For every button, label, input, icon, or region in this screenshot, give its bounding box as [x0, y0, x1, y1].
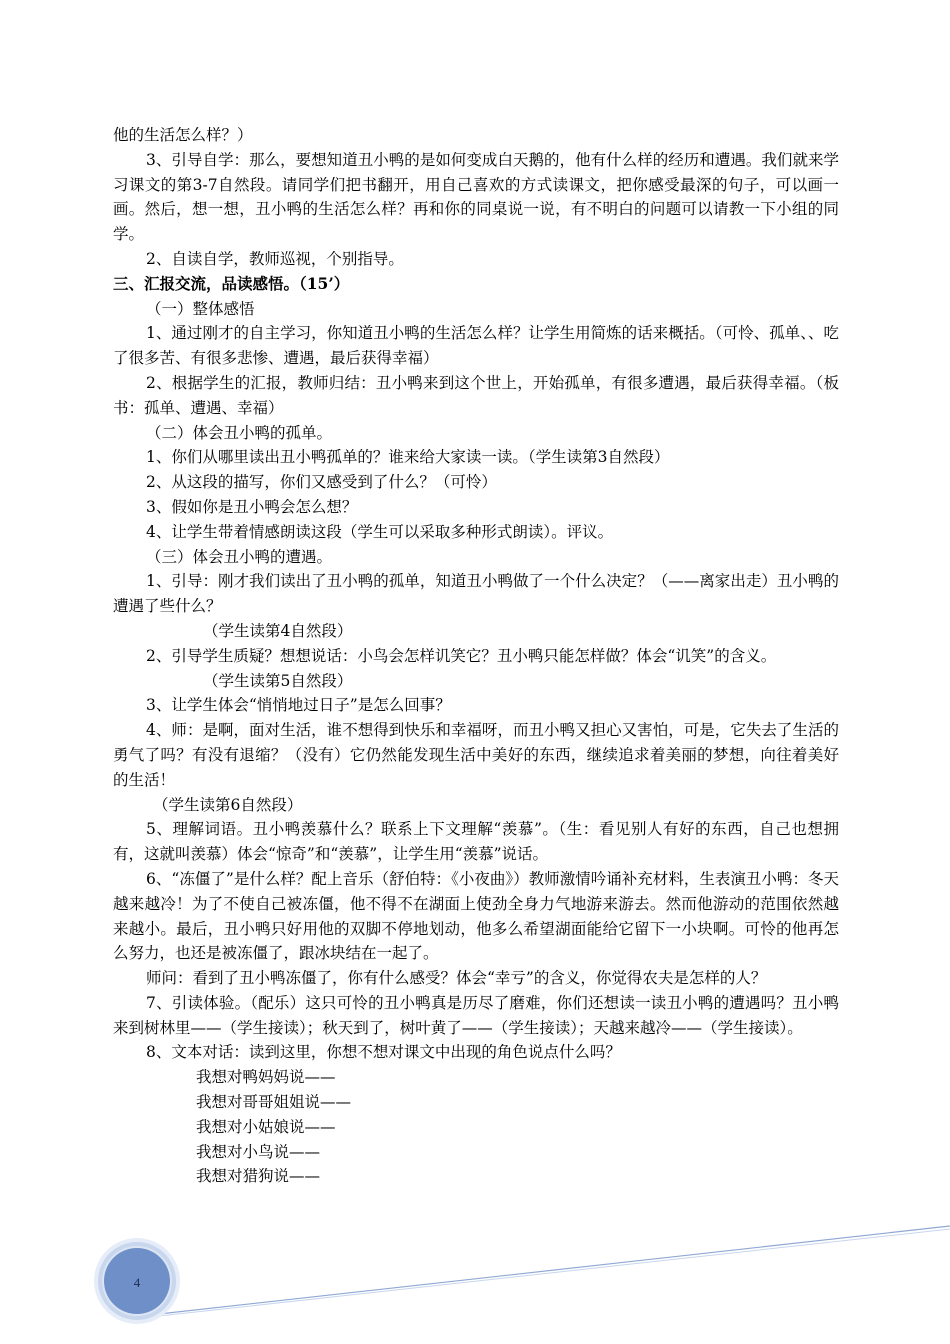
- paragraph: 1、你们从哪里读出丑小鸭孤单的？谁来给大家读一读。（学生读第3自然段）: [146, 448, 670, 467]
- document-body: [113, 123, 839, 1189]
- paragraph: 2、从这段的描写，你们又感受到了什么？（可怜）: [146, 473, 497, 492]
- paragraph: 3、让学生体会“悄悄地过日子”是怎么回事？: [146, 696, 451, 715]
- subheading: （一）整体感悟: [146, 299, 255, 318]
- paragraph: 2、自读自学，教师巡视，个别指导。: [146, 249, 404, 268]
- paragraph: 4、让学生带着情感朗读这段（学生可以采取多种形式朗读）。评议。: [146, 522, 614, 541]
- subheading: （三）体会丑小鸭的遭遇。: [146, 547, 333, 566]
- paragraph: 3、引导自学：那么，要想知道丑小鸭的是如何变成白天鹅的，他有什么样的经历和遭遇。我们就来学习课文的第3-7自然段。请同学们把书翻开，用自己喜欢的方式读课文，把你感受最深的句子，可以画一画。然后，想一想，丑小鸭的生活怎么样？再和你的同桌说一说，有不明白的问题可以请教一下小组的同学。: [113, 150, 839, 244]
- paragraph: 1、引导：刚才我们读出了丑小鸭的孤单，知道丑小鸭做了一个什么决定？（——离家出走）丑小鸭的遭遇了些什么？: [113, 572, 839, 616]
- list-item: 我想对猎狗说——: [196, 1167, 321, 1186]
- subheading: （二）体会丑小鸭的孤单。: [146, 423, 333, 442]
- paragraph: （学生读第5自然段）: [203, 671, 353, 690]
- paragraph: 4、师：是啊，面对生活，谁不想得到快乐和幸福呀，而丑小鸭又担心又害怕，可是，它失去了生活的勇气了吗？有没有退缩？（没有）它仍然能发现生活中美好的东西，继续追求着美丽的梦想，向往着美好的生活！: [113, 721, 839, 789]
- list-item: 我想对小鸟说——: [196, 1142, 321, 1161]
- paragraph: 3、假如你是丑小鸭会怎么想？: [146, 497, 358, 516]
- paragraph: 7、引读体验。（配乐）这只可怜的丑小鸭真是历尽了磨难，你们还想读一读丑小鸭的遭遇吗？丑小鸭来到树林里——（学生接读）；秋天到了，树叶黄了——（学生接读）；天越来越冷——（学生接读）。: [113, 993, 839, 1037]
- page-number: 4: [133, 1275, 141, 1290]
- paragraph: 他的生活怎么样？）: [113, 126, 253, 144]
- paragraph: （学生读第4自然段）: [203, 621, 353, 640]
- footer-line: [150, 1226, 950, 1315]
- list-item: 我想对鸭妈妈说——: [196, 1068, 336, 1087]
- list-item: 我想对哥哥姐姐说——: [196, 1093, 352, 1112]
- paragraph: （学生读第6自然段）: [153, 795, 303, 814]
- paragraph: 8、文本对话：读到这里，你想不想对课文中出现的角色说点什么吗？: [146, 1043, 621, 1062]
- paragraph: 1、通过刚才的自主学习，你知道丑小鸭的生活怎么样？让学生用简炼的话来概括。（可怜、孤单、、吃了很多苦、有很多悲惨、遭遇，最后获得幸福）: [113, 324, 839, 368]
- paragraph: 6、“冻僵了”是什么样？配上音乐（舒伯特：《小夜曲》）教师激情吟诵补充材料，生表演丑小鸭：冬天越来越冷！为了不使自己被冻僵，他不得不在湖面上使劲全身力气地游来游去。然而他游动的范围依然越来越小。最后，丑小鸭只好用他的双脚不停地划动，他多么希望湖面能给它留下一小块啊。可怜的他再怎么努力，也还是被冻僵了，跟冰块结在一起了。: [113, 869, 839, 963]
- paragraph: 2、引导学生质疑？想想说话：小鸟会怎样讥笑它？丑小鸭只能怎样做？体会“讥笑”的含义。: [146, 646, 777, 665]
- footer-line: [150, 1229, 950, 1317]
- paragraph: 师问：看到了丑小鸭冻僵了，你有什么感受？体会“幸亏”的含义，你觉得农夫是怎样的人？: [146, 969, 767, 988]
- paragraph: 5、理解词语。丑小鸭羡慕什么？联系上下文理解“羡慕”。（生：看见别人有好的东西，自己也想拥有，这就叫羡慕）体会“惊奇”和“羡慕”，让学生用“羡慕”说话。: [113, 820, 839, 864]
- section-heading: 三、汇报交流，品读感悟。（15’）: [113, 273, 350, 293]
- paragraph: 2、根据学生的汇报，教师归结：丑小鸭来到这个世上，开始孤单，有很多遭遇，最后获得幸福。（板书：孤单、遭遇、幸福）: [113, 373, 839, 417]
- list-item: 我想对小姑娘说——: [196, 1117, 336, 1136]
